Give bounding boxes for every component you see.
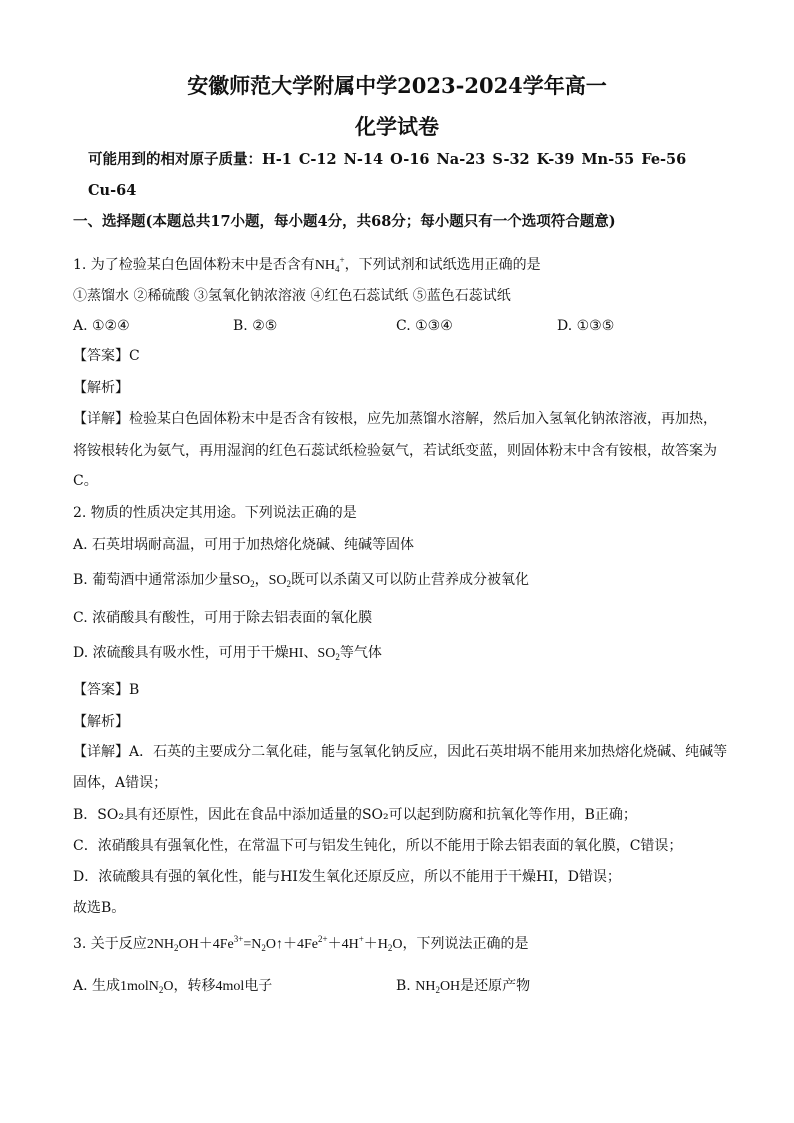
q1-analysis-label: 【解析】 (73, 380, 129, 396)
ammonium-ion: $NH_4^+$ (314, 255, 345, 274)
atomic-mass-line-1: 可能用到的相对原子质量：H-1 C-12 N-14 O-16 Na-23 S-32 K-39 Mn-55 Fe-56 (88, 151, 687, 168)
q1-detail-line-3: C。 (73, 473, 98, 489)
q3-equation: $2NH_2OH+4Fe^{3+}=N_2O↑+4Fe^{2+}+4H^++H_2O$ (146, 934, 403, 953)
q1-detail-line-2: 将铵根转化为氨气，再用湿润的红色石蕊试纸检验氨气，若试纸变蓝，则固体粉末中含有铵根，故答案为 (73, 443, 717, 459)
q1-answer: 【答案】C (73, 348, 140, 364)
q2-detail-line-4: C．浓硝酸具有强氧化性，在常温下可与铝发生钝化，所以不能用于除去铝表面的氧化膜，C错误； (73, 838, 683, 854)
q2-detail-line-2: 固体，A错误； (73, 775, 168, 791)
q1-option-d: D. ①③⑤ (557, 318, 615, 334)
atomic-mass-line-2: Cu-64 (88, 182, 137, 199)
q1-option-c: C. ①③④ (396, 318, 453, 334)
q2-detail-line-1: 【详解】A．石英的主要成分二氧化硅，能与氢氧化钠反应，因此石英坩埚不能用来加热熔化烧碱、纯碱等 (73, 744, 728, 760)
q2-option-d: D. 浓硫酸具有吸水性，可用于干燥HI、$SO_2$等气体 (73, 645, 382, 662)
q3-option-a: A. 生成1molN$_2$O，转移4mol电子 (73, 978, 273, 995)
q3-option-b: B. $NH_2OH$是还原产物 (396, 978, 531, 995)
q2-detail-line-5: D．浓硫酸具有强的氧化性，能与HI发生氧化还原反应，所以不能用于干燥HI，D错误； (73, 869, 621, 885)
q2-detail-line-6: 故选B。 (73, 900, 126, 916)
q1-option-b: B. ②⑤ (233, 318, 278, 334)
q1-detail-line-1: 【详解】检验某白色固体粉末中是否含有铵根，应先加蒸馏水溶解，然后加入氢氧化钠浓溶液，再加热， (73, 411, 717, 427)
q2-stem: 2. 物质的性质决定其用途。下列说法正确的是 (73, 505, 357, 521)
q2-answer: 【答案】B (73, 682, 140, 698)
section-heading: 一、选择题(本题总共17小题，每小题4分，共68分；每小题只有一个选项符合题意) (73, 213, 616, 230)
q2-analysis-label: 【解析】 (73, 714, 129, 730)
q2-option-b: B. 葡萄酒中通常添加少量$SO_2$，$SO_2$既可以杀菌又可以防止营养成分被氧化 (73, 572, 530, 589)
exam-title: 安徽师范大学附属中学2023-2024学年高一 (187, 73, 607, 98)
q1-option-a: A. ①②④ (73, 318, 130, 334)
q2-option-a: A. 石英坩埚耐高温，可用于加热熔化烧碱、纯碱等固体 (73, 537, 415, 553)
q1-stem: 1. 为了检验某白色固体粉末中是否含有$NH_4^+$，下列试剂和试纸选用正确的是 (73, 255, 541, 274)
exam-subtitle: 化学试卷 (355, 114, 439, 139)
q2-option-c: C. 浓硝酸具有酸性，可用于除去铝表面的氧化膜 (73, 610, 373, 626)
q2-detail-line-3: B．SO₂具有还原性，因此在食品中添加适量的SO₂可以起到防腐和抗氧化等作用，B正确； (73, 807, 637, 823)
q3-stem: 3. 关于反应$2NH_2OH+4Fe^{3+}=N_2O↑+4Fe^{2+}+4H^++H_2O$，下列说法正确的是 (73, 934, 529, 953)
q1-reagents: ①蒸馏水 ②稀硫酸 ③氢氧化钠浓溶液 ④红色石蕊试纸 ⑤蓝色石蕊试纸 (73, 288, 511, 304)
